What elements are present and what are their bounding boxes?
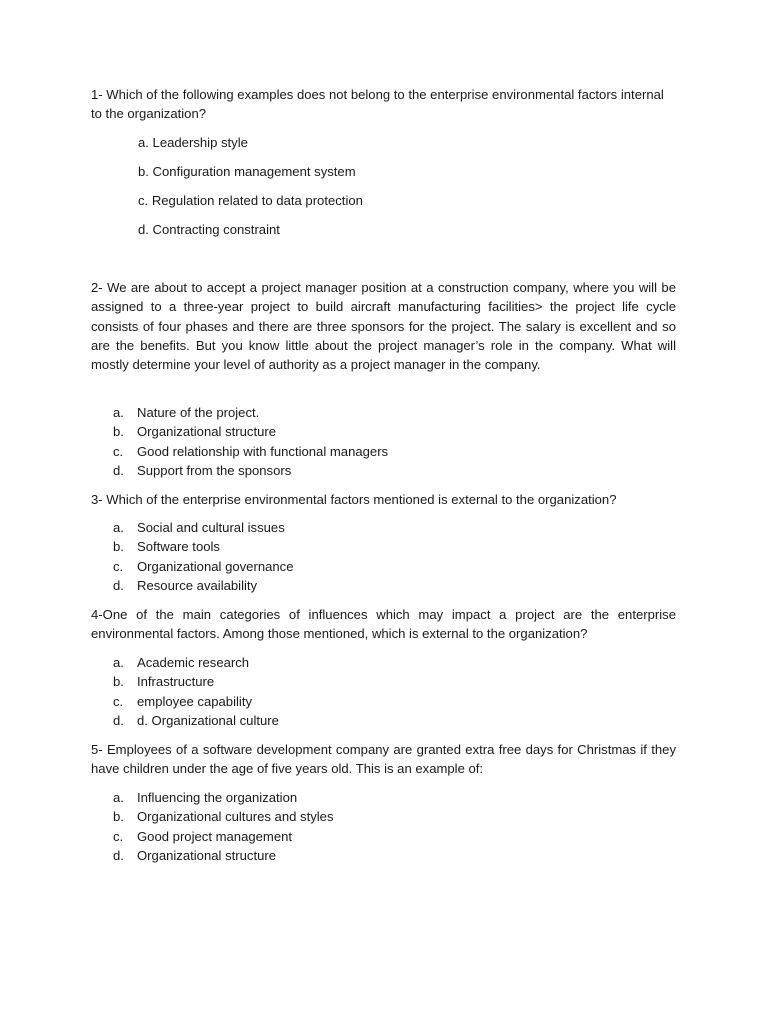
option-text: Organizational cultures and styles [137, 809, 334, 825]
option-text: Infrastructure [137, 674, 215, 690]
option-text: Academic research [137, 655, 250, 670]
option-marker: c. [113, 828, 124, 844]
option-marker: c. [113, 558, 124, 574]
option-marker: a. [113, 520, 124, 535]
option-text: d. Organizational culture [137, 712, 279, 728]
question-2-text: 2- We are about to accept a project manager position at a construction company, where you will be assigned to a three-year project to build aircraft manufacturing facilities> the project life cycle consists of four phases and there are three sponsors for the project. The salary is excellent and so are the benefits. But you know little about the project manager’s role in the company. What will mostly determine your level of authority as a project manager in the company. [91, 280, 676, 373]
option-marker: d. [113, 847, 124, 863]
option-marker: a. [113, 655, 124, 670]
option-marker: a. [113, 405, 124, 420]
option-text: Nature of the project. [137, 405, 260, 420]
option-text: Software tools [137, 539, 220, 555]
option-marker: b. [113, 809, 124, 825]
option-marker: c. [113, 443, 124, 459]
option-marker: b. [113, 424, 124, 440]
option-text: Influencing the organization [137, 790, 298, 805]
option-text: Good project management [137, 828, 293, 844]
option-text: Social and cultural issues [137, 520, 285, 535]
option-marker: d. [113, 712, 124, 728]
question-5-text: 5- Employees of a software development company are granted extra free days for Christmas if they have children under the age of five years old. This is an example of: [91, 742, 676, 777]
option-marker: a. [113, 790, 124, 805]
question-1-option-b: b. Configuration management system [138, 164, 356, 179]
question-1-text: 1- Which of the following examples does not belong to the enterprise environmental factors internal to the organization? [91, 87, 664, 122]
option-marker: d. [113, 577, 124, 593]
option-text: Support from the sponsors [137, 462, 292, 478]
question-4-text: 4-One of the main categories of influences which may impact a project are the enterprise environmental factors. Among those mentioned, which is external to the organization? [91, 607, 676, 642]
option-text: Resource availability [137, 577, 258, 593]
option-marker: b. [113, 539, 124, 555]
option-text: Organizational structure [137, 847, 277, 863]
option-marker: c. [113, 693, 124, 709]
question-1-option-c: c. Regulation related to data protection [138, 193, 363, 208]
option-text: Organizational governance [137, 558, 294, 574]
option-marker: d. [113, 462, 124, 478]
question-1-option-a: a. Leadership style [138, 135, 248, 150]
question-1-option-d: d. Contracting constraint [138, 222, 280, 237]
option-text: Good relationship with functional managers [137, 443, 389, 459]
question-3-text: 3- Which of the enterprise environmental factors mentioned is external to the organization? [91, 492, 617, 507]
option-marker: b. [113, 674, 124, 690]
option-text: employee capability [137, 693, 252, 709]
option-text: Organizational structure [137, 424, 277, 440]
